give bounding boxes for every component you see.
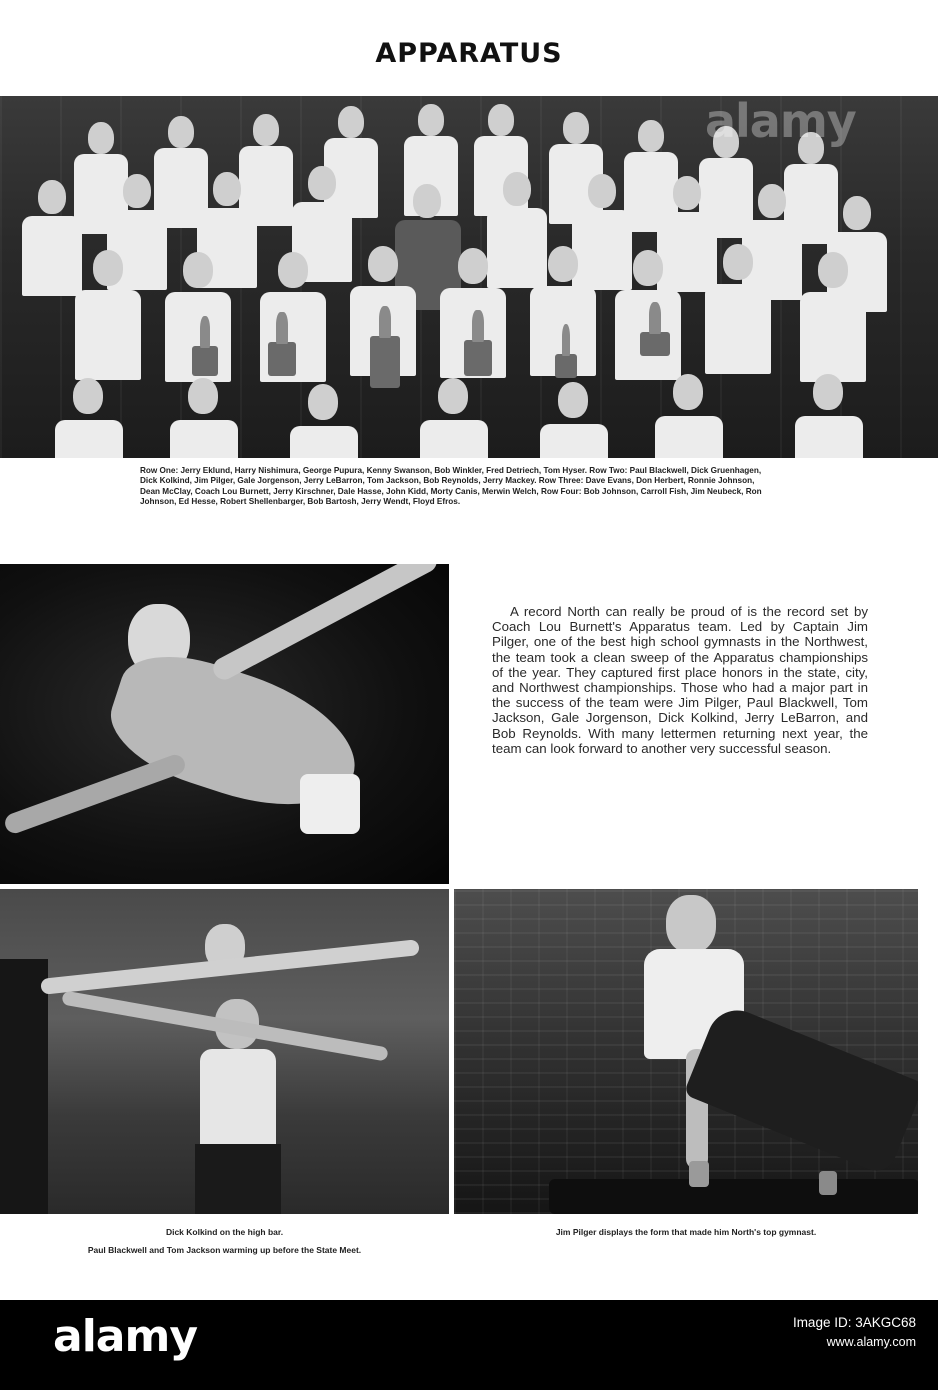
gymnast-head [666, 895, 716, 953]
stock-image-id: Image ID: 3AKGC68 [792, 1315, 916, 1330]
warmup-photo [0, 889, 449, 1214]
gymnast-arm [209, 564, 440, 683]
pommel-horse-photo [454, 889, 918, 1214]
photo-caption-kolkind: Dick Kolkind on the high bar. [165, 1227, 284, 1237]
stock-watermark: alamy [705, 96, 856, 148]
trophy [464, 340, 492, 376]
photo-caption-pilger: Jim Pilger displays the form that made him North's top gymnast. [555, 1227, 817, 1237]
photo-caption-blackwell: Paul Blackwell and Tom Jackson warming up before the State Meet. [87, 1245, 362, 1255]
gymnast-legs [683, 1001, 918, 1176]
pommel [819, 1171, 837, 1195]
page-title: APPARATUS [375, 38, 563, 69]
gymnast-pants [195, 1144, 281, 1214]
trophy [555, 354, 577, 378]
stock-url[interactable]: www.alamy.com [826, 1335, 916, 1349]
pommel-horse [549, 1179, 918, 1214]
trophy [640, 332, 670, 356]
stock-logo: alamy [53, 1311, 197, 1362]
pommel [689, 1161, 709, 1187]
gymnast-swing-photo [0, 564, 449, 884]
trophy [192, 346, 218, 376]
spectator [0, 959, 48, 1214]
trophy [370, 336, 400, 388]
trophy [268, 342, 296, 376]
gymnast-shorts [300, 774, 360, 834]
team-photo [0, 96, 938, 458]
gymnast-shirt [200, 1049, 276, 1149]
article-text: A record North can really be proud of is the record set by Coach Lou Burnett's Apparatus team. Led by Captain Jim Pilger, one of the best high school gymnasts in the Northwest, the team took a clean sweep of the Apparatus championships of the year. They captured first place honors in the state, city, and Northwest championships. Those who had a major part in the success of the team were Jim Pilger, Paul Blackwell, Tom Jackson, Gale Jorgenson, Dick Kolkind, Jerry LeBarron, and Bob Reynolds. With many lettermen returning next year, the team can look forward to another very successful season. [492, 604, 868, 756]
gymnast-arm [2, 752, 187, 836]
team-photo-caption: Row One: Jerry Eklund, Harry Nishimura, George Pupura, Kenny Swanson, Bob Winkler, Fred Detriech, Tom Hyser. Row Two: Paul Blackwell, Dick Gruenhagen, Dick Kolkind, Jim Pilger, Gale Jorgenson, Jerry LeBarron, Tom Jackson, Bob Reynolds, Jerry Mackey. Row Three: Dave Evans, Don Herbert, Ronnie Johnson, Dean McClay, Coach Lou Burnett, Jerry Kirschner, Dale Hasse, John Kidd, Morty Canis, Merwin Welch, Row Four: Bob Johnson, Carroll Fish, Jim Neubeck, Ron Johnson, Ed Hesse, Robert Shellenbarger, Bob Bartosh, Jerry Wendt, Floyd Efros. [140, 466, 762, 507]
